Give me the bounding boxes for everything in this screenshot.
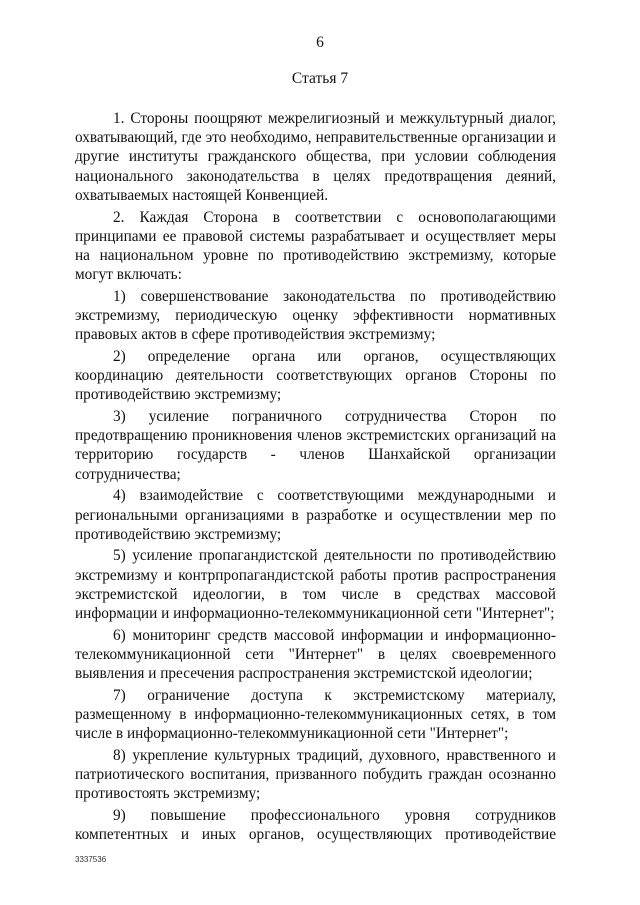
- list-item-6: 6) мониторинг средств массовой информации и информационно-телекоммуникационной сети "Интернет" в целях своевременного выявления и пресечения распространения экстремистской идеологии;: [75, 626, 556, 683]
- list-item-3: 3) усиление пограничного сотрудничества Сторон по предотвращению проникновения членов экстремистских организаций на территорию государств - членов Шанхайской организации сотрудничества;: [75, 408, 556, 483]
- list-item-8: 8) укрепление культурных традиций, духовного, нравственного и патриотического воспитания, призванного побудить граждан осознанно противостоять экстремизму;: [75, 747, 556, 803]
- list-item-9: 9) повышение профессионального уровня сотрудников компетентных и иных органов, осуществляющих противодействие: [75, 807, 556, 844]
- list-item-7: 7) ограничение доступа к экстремистскому материалу, размещенному в информационно-телекоммуникационных сетях, в том числе в информационно-телекоммуникационной сети "Интернет";: [75, 686, 556, 743]
- list-item-2: 2) определение органа или органов, осуществляющих координацию деятельности соответствующих органов Стороны по противодействию экстремизму;: [75, 347, 556, 404]
- paragraph-1: 1. Стороны поощряют межрелигиозный и межкультурный диалог, охватывающий, где это необходимо, неправительственные организации и другие институты гражданского общества, при условии соблюдения национального законодательства в целях предотвращения деяний, охватываемых настоящей Конвенцией.: [75, 110, 556, 204]
- article-body: [75, 109, 556, 847]
- list-item-4: 4) взаимодействие с соответствующими международными и региональными организациями в разработке и осуществлении мер по противодействию экстремизму;: [75, 487, 556, 543]
- paragraph-2: 2. Каждая Сторона в соответствии с основополагающими принципами ее правовой системы разрабатывает и осуществляет меры на национальном уровне по противодействию экстремизму, которые могут включать:: [75, 208, 556, 284]
- document-code: 3337536: [75, 855, 107, 864]
- page-number: 6: [316, 34, 324, 51]
- list-item-1: 1) совершенствование законодательства по противодействию экстремизму, периодическую оценку эффективности нормативных правовых актов в сфере противодействия экстремизму;: [75, 287, 556, 344]
- list-item-5: 5) усиление пропагандистской деятельности по противодействию экстремизму и контрпропагандистской работы против распространения экстремистской идеологии, в том числе в средствах массовой информации и информационно-телекоммуникационной сети "Интернет";: [75, 547, 556, 623]
- article-title: Статья 7: [291, 70, 349, 87]
